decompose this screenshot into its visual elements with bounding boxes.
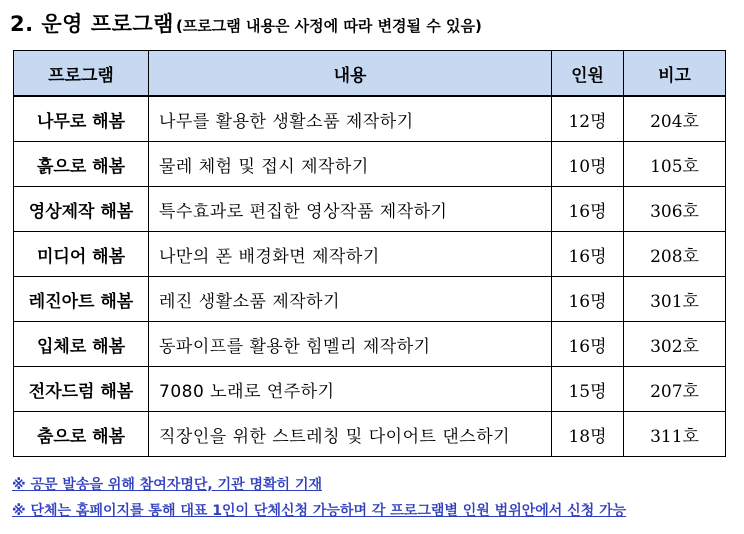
program-count: 18명 [552, 412, 624, 457]
program-content: 레진 생활소품 제작하기 [149, 277, 552, 322]
table-body [14, 96, 726, 457]
notes [12, 476, 626, 528]
table-row [14, 142, 726, 187]
program-name: 미디어 해봄 [14, 232, 149, 277]
program-room: 204호 [624, 96, 726, 142]
header-program: 프로그램 [14, 51, 149, 97]
program-content: 동파이프를 활용한 힘멜리 제작하기 [149, 322, 552, 367]
program-room: 311호 [624, 412, 726, 457]
program-count: 16명 [552, 187, 624, 232]
table-row [14, 232, 726, 277]
program-name: 레진아트 해봄 [14, 277, 149, 322]
program-room: 207호 [624, 367, 726, 412]
table-row [14, 322, 726, 367]
header-room: 비고 [624, 51, 726, 97]
program-count: 10명 [552, 142, 624, 187]
header-content: 내용 [149, 51, 552, 97]
program-content: 특수효과로 편집한 영상작품 제작하기 [149, 187, 552, 232]
table-row [14, 367, 726, 412]
program-content: 7080 노래로 연주하기 [149, 367, 552, 412]
program-name: 흙으로 해봄 [14, 142, 149, 187]
table-row [14, 187, 726, 232]
program-table [13, 50, 726, 457]
section-note: (프로그램 내용은 사정에 따라 변경될 수 있음) [175, 17, 482, 35]
program-name: 춤으로 해봄 [14, 412, 149, 457]
program-room: 105호 [624, 142, 726, 187]
program-content: 나만의 폰 배경화면 제작하기 [149, 232, 552, 277]
program-count: 15명 [552, 367, 624, 412]
table-header-row [14, 51, 726, 97]
note-official-document: ※ 공문 발송을 위해 참여자명단, 기관 명확히 기재 [12, 477, 323, 493]
program-room: 208호 [624, 232, 726, 277]
table-row [14, 277, 726, 322]
program-room: 302호 [624, 322, 726, 367]
program-name: 전자드럼 해봄 [14, 367, 149, 412]
program-name: 나무로 해봄 [14, 96, 149, 142]
program-content: 물레 체험 및 접시 제작하기 [149, 142, 552, 187]
program-content: 직장인을 위한 스트레칭 및 다이어트 댄스하기 [149, 412, 552, 457]
program-room: 306호 [624, 187, 726, 232]
section-heading [10, 8, 482, 42]
table-row [14, 96, 726, 142]
program-name: 입체로 해봄 [14, 322, 149, 367]
section-title: 2. 운영 프로그램 [10, 12, 174, 36]
program-count: 16명 [552, 322, 624, 367]
note-group-application: ※ 단체는 홈페이지를 통해 대표 1인이 단체신청 가능하며 각 프로그램별 인원 범위안에서 신청 가능 [12, 503, 627, 519]
program-count: 16명 [552, 277, 624, 322]
program-room: 301호 [624, 277, 726, 322]
table-header [14, 51, 726, 97]
header-count: 인원 [552, 51, 624, 97]
table-row [14, 412, 726, 457]
program-count: 16명 [552, 232, 624, 277]
program-name: 영상제작 해봄 [14, 187, 149, 232]
program-content: 나무를 활용한 생활소품 제작하기 [149, 96, 552, 142]
program-count: 12명 [552, 96, 624, 142]
